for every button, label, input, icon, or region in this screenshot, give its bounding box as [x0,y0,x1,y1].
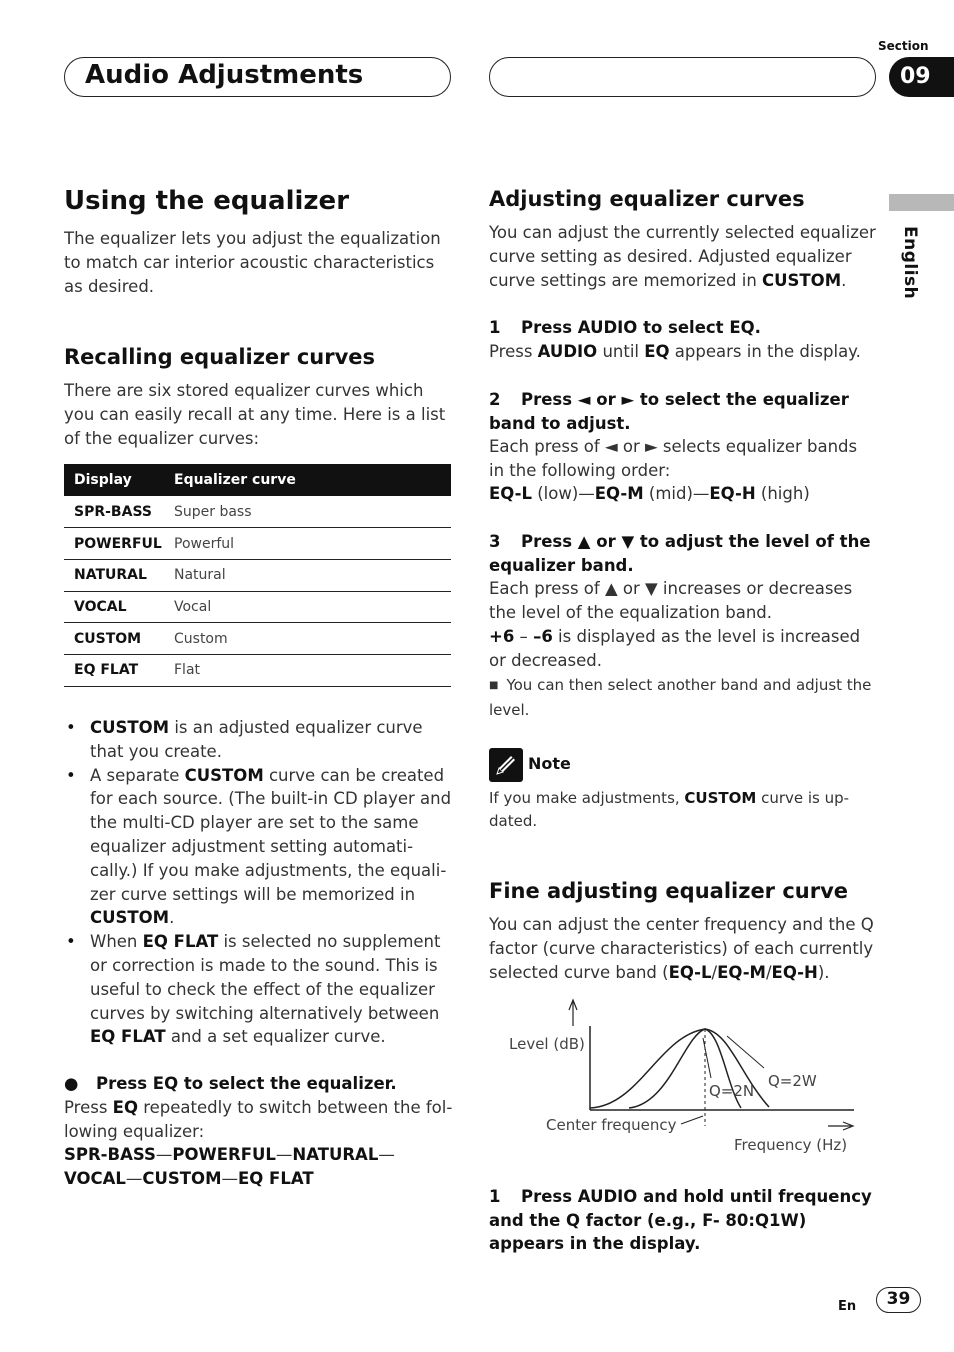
table-row [64,528,451,560]
dash: — [378,1145,395,1164]
body-text: appears in the display. [669,342,861,361]
body-text: (high) [755,484,810,503]
intro-text [64,227,452,299]
bold-term: EQ [644,342,670,361]
table-cell: EQ FLAT [64,654,164,686]
recall-heading: Recalling equalizer curves [64,345,376,369]
bold-term: CUSTOM [762,271,842,290]
body-text: You can adjust the currently selected equalizer curve setting as desired. Adjusted equalizer curve settings are memorized in [489,223,876,290]
section-number-badge: 09 [889,57,954,97]
body-text: You can adjust the center frequency and the Q factor (curve characteristics) of each currently selected curve band ( [489,915,874,982]
square-bullet-icon: ■ [489,680,499,691]
table-cell: Powerful [164,528,451,560]
section-label: Section [878,39,929,53]
intro-line: as desired. [64,277,155,296]
body-text: – [514,627,534,646]
bold-term: AUDIO [537,342,598,361]
list-text: A separate [90,765,185,785]
adjust-heading: Adjusting equalizer curves [489,187,805,211]
step-3-text: Each press of ▲ or ▼ increases or decreases the level of the equalization band. [489,579,853,622]
body-text: Press [64,1098,113,1117]
body-text: curve is up-dated. [489,789,850,830]
bold-term: EQ FLAT [142,932,219,952]
section-title-pill [64,57,451,97]
dash: — [125,1169,143,1188]
table-cell: POWERFUL [64,528,164,560]
bold-term: EQ-L [668,963,712,982]
list-item [64,930,454,1049]
pointer-center [681,1116,703,1124]
body-text: ). [817,963,830,982]
bold-term: –6 [533,627,553,646]
table-row [64,591,451,623]
dash: — [221,1169,238,1188]
body-text: / [765,963,772,982]
adjust-text [489,221,877,293]
step-text: Press AUDIO to select EQ. [521,318,761,337]
intro-line: The equalizer lets you adjust the equalization [64,229,441,248]
frequency-label: Frequency (Hz) [734,1136,848,1154]
body-text: If you make adjustments, [489,789,685,807]
table-cell: Flat [164,654,451,686]
note-pencil-icon [489,748,523,782]
table-cell: CUSTOM [64,623,164,655]
recall-line: you can easily recall at any time. Here is a list [64,405,446,424]
bold-term: EQ FLAT [238,1169,314,1188]
step-2-text: Each press of ◄ or ► selects equalizer bands in the following order: [489,437,858,480]
center-frequency-label: Center frequency [546,1116,677,1134]
pointer-q2n [703,1038,711,1078]
table-cell: Vocal [164,591,451,623]
list-item [64,764,454,931]
side-tab-marker [889,194,954,211]
list-text: is selected no supplement or correction is made to the sound. This is useful to check the effect of the equalizer curves by switching alternatively between [90,932,441,1023]
recall-line: There are six stored equalizer curves which [64,381,424,400]
bold-term: +6 [489,627,515,646]
list-text: . [169,908,175,928]
body-text: . [841,271,847,290]
page-number: 39 [876,1287,921,1313]
bold-term: SPR-BASS [64,1145,156,1164]
dash: — [155,1145,173,1164]
table-cell: Natural [164,559,451,591]
bold-term: EQ [112,1098,138,1117]
bold-term: VOCAL [64,1169,126,1188]
table-header: Display [64,464,164,496]
table-cell: SPR-BASS [64,496,164,528]
press-eq-text [64,1096,456,1144]
step-3 [489,530,877,577]
step-text: Press EQ to select the equalizer. [96,1074,397,1093]
level-range-text [489,625,877,673]
step-3-small-note [489,674,877,722]
bold-term: CUSTOM [90,908,170,928]
list-text: and a set equalizer curve. [165,1027,386,1047]
table-row [64,654,451,686]
body-text: Press [489,342,538,361]
note-label: Note [528,754,571,773]
bold-term: CUSTOM [684,789,757,807]
body-text: You can then select another band and adjust the level. [489,676,872,719]
table-cell: VOCAL [64,591,164,623]
q2n-label: Q=2N [709,1082,755,1100]
bold-term: POWERFUL [172,1145,276,1164]
body-text: is displayed as the level is increased or decreased. [489,627,861,670]
list-item [64,716,454,764]
q-factor-diagram [489,996,869,1166]
bold-term: EQ FLAT [90,1027,166,1047]
table-row [64,559,451,591]
bold-term: CUSTOM [184,765,264,785]
language-tab: English [900,226,920,300]
q2w-label: Q=2W [768,1072,817,1090]
bold-term: EQ-L [489,484,532,503]
step-1 [489,316,877,340]
page-title: Using the equalizer [64,186,350,216]
bold-term: EQ-M [594,484,644,503]
band-sequence [489,482,877,506]
recall-text [64,379,452,451]
fine-step-1 [489,1185,877,1256]
table-cell: Custom [164,623,451,655]
custom-notes-list [64,716,454,1049]
fine-heading: Fine adjusting equalizer curve [489,879,849,903]
section-title: Audio Adjustments [85,60,364,90]
bold-term: NATURAL [292,1145,379,1164]
step-text: Press AUDIO and hold until frequency and the Q factor (e.g., F- 80:Q1W) appears in the display. [489,1187,872,1253]
dash: — [275,1145,293,1164]
bullet-dot-icon: ● [64,1074,79,1093]
body-text: until [597,342,645,361]
list-text: When [90,932,143,952]
step-2 [489,388,877,435]
table-header: Equalizer curve [164,464,451,496]
press-eq-step [64,1072,452,1096]
bold-term: EQ-H [771,963,818,982]
body-text: (mid)— [643,484,710,503]
table-header-row [64,464,451,496]
table-row [64,496,451,528]
table-cell: Super bass [164,496,451,528]
table-row [64,623,451,655]
note-text [489,787,877,833]
eq-sequence [64,1143,452,1191]
bold-term: CUSTOM [142,1169,222,1188]
step-number: 1 [489,318,501,337]
step-1-text [489,340,877,364]
step-text: Press ◄ or ► to select the equalizer band to adjust. [489,390,849,433]
level-label: Level (dB) [509,1035,585,1053]
body-text: (low)— [531,484,595,503]
list-text: is an adjusted equalizer curve that you create. [90,718,423,761]
bold-term: EQ-M [717,963,766,982]
table-cell: NATURAL [64,559,164,591]
step-number: 3 [489,532,501,551]
recall-line: of the equalizer curves: [64,429,260,448]
body-text: / [711,963,718,982]
step-number: 1 [489,1187,501,1206]
intro-line: to match car interior acoustic characteristics [64,253,435,272]
step-text: Press ▲ or ▼ to adjust the level of the equalizer band. [489,532,871,575]
body-text: repeatedly to switch between the fol-lowing equalizer: [64,1098,453,1141]
equalizer-curve-table [64,464,451,687]
bold-term: CUSTOM [90,718,170,737]
fine-text [489,913,877,985]
step-number: 2 [489,390,501,409]
list-text: curve can be created for each source. (The built-in CD player and the multi-CD player are set to the same equalizer adjustment setting automati-cally.) If you make adjustments, the equali-zer curve settings will be memorized in [90,765,452,904]
header-blank-pill [489,57,876,97]
bold-term: EQ-H [709,484,756,503]
footer-language: En [838,1299,857,1314]
